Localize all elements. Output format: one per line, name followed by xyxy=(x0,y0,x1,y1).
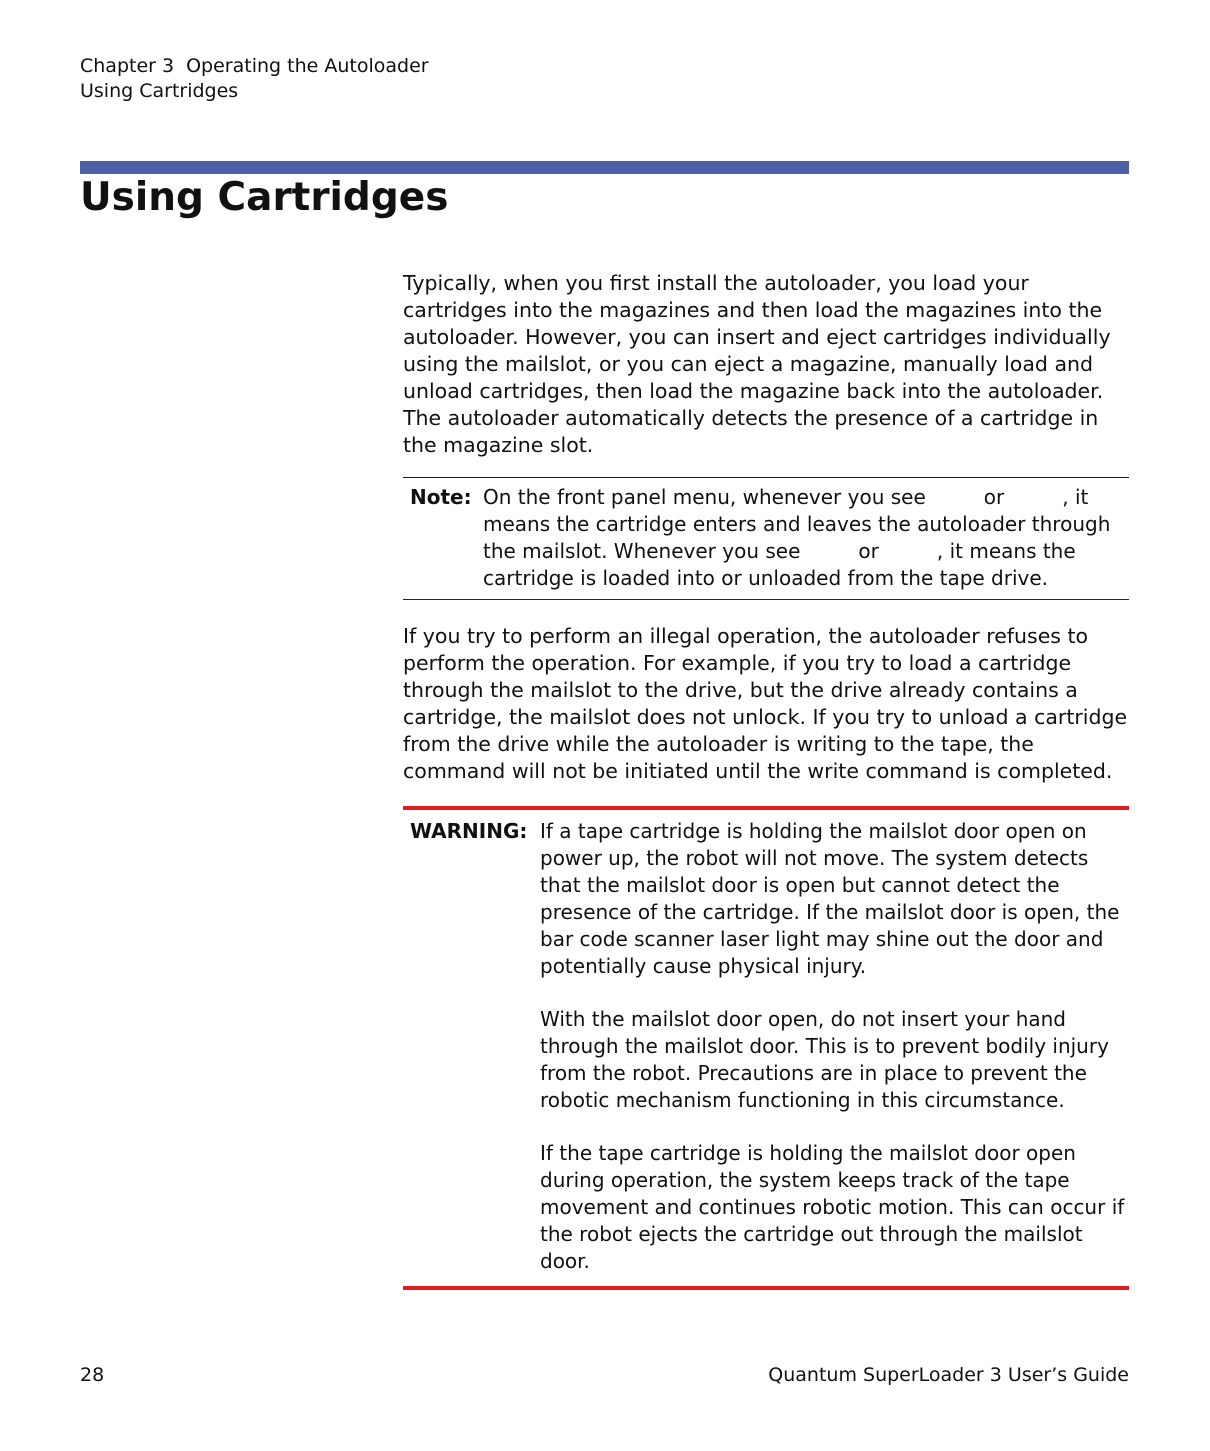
chapter-line xyxy=(80,54,429,79)
running-header xyxy=(80,54,429,104)
warning-paragraph: If a tape cartridge is holding the mailslot door open on power up, the robot will not move. The system detects that the mailslot door is open but cannot detect the presence of the cartridge. If the mailslot door is open, the bar code scanner laser light may shine out the door and potentially cause physical injury. xyxy=(540,819,1120,978)
page-number: 28 xyxy=(80,1364,105,1386)
chapter-number: Chapter 3 xyxy=(80,55,175,77)
note-box xyxy=(403,477,1129,600)
illegal-operation-paragraph: If you try to perform an illegal operation, the autoloader refuses to perform the operation. For example, if you try to load a cartridge through the mailslot to the drive, but the drive already contains a cartridge, the mailslot does not unlock. If you try to unload a cartridge from the drive while the autoloader is writing to the tape, the command will not be initiated until the write command is completed. xyxy=(403,624,1128,783)
header-section: Using Cartridges xyxy=(80,80,239,102)
section-title: Using Cartridges xyxy=(80,175,449,220)
note-text-part2: , it means the cartridge enters and leaves the autoloader through the mailslot. Whenever you see xyxy=(483,485,1111,563)
chapter-title: Operating the Autoloader xyxy=(186,55,429,77)
note-text xyxy=(483,484,1123,592)
note-or-1: or xyxy=(983,485,1005,509)
warning-body xyxy=(540,818,1125,1301)
warning-paragraph: With the mailslot door open, do not insert your hand through the mailslot door. This is to prevent bodily injury from the robot. Precautions are in place to prevent the robotic mechanism functioning in this circumstance. xyxy=(540,1007,1109,1112)
note-text-part3: , it means the cartridge is loaded into or unloaded from the tape drive. xyxy=(483,539,1076,590)
note-text-part1: On the front panel menu, whenever you see xyxy=(483,485,926,509)
note-or-2: or xyxy=(858,539,879,563)
intro-paragraph: Typically, when you first install the autoloader, you load your cartridges into the magazines and then load the magazines into the autoloader. However, you can insert and eject cartridges individually using the mailslot, or you can eject a magazine, manually load and unload cartridges, then load the magazine back into the autoloader. The autoloader automatically detects the presence of a cartridge in the magazine slot. xyxy=(403,271,1111,457)
guide-title: Quantum SuperLoader 3 User’s Guide xyxy=(768,1364,1129,1386)
warning-paragraph: If the tape cartridge is holding the mailslot door open during operation, the system keeps track of the tape movement and continues robotic motion. This can occur if the robot ejects the cartridge out through the mailslot door. xyxy=(540,1141,1125,1273)
warning-box xyxy=(403,806,1129,1290)
note-label: Note: xyxy=(410,485,472,509)
warning-label: WARNING: xyxy=(410,819,528,843)
